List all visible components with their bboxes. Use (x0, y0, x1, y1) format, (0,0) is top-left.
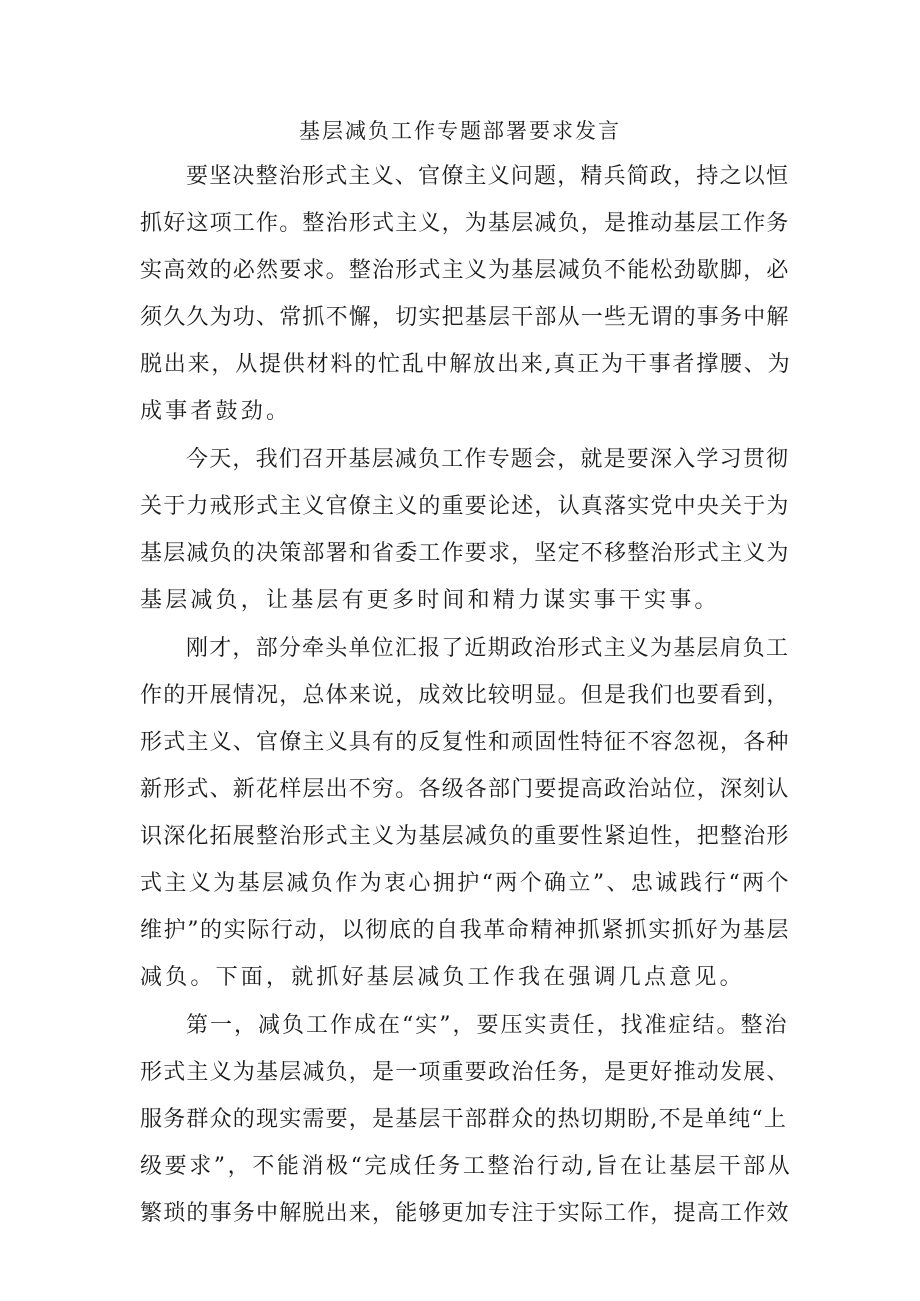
paragraph-4-line-1: 第一，减负工作成在“实”，要压实责任，找准症结。整治 (186, 1013, 789, 1038)
document-title: 基层减负工作专题部署要求发言 (299, 119, 621, 143)
paragraph-2-line-2: 关于力戒形式主义官僚主义的重要论述，认真落实党中央关于为 (140, 494, 790, 519)
paragraph-2-line-4: 基层减负，让基层有更多时间和精力谋实事干实事。 (140, 588, 720, 613)
paragraph-1-line-5: 脱出来，从提供材料的忙乱中解放出来,真正为干事者撑腰、为 (140, 352, 792, 377)
paragraph-1-line-6: 成事者鼓劲。 (140, 399, 292, 424)
paragraph-3-line-8: 减负。下面，就抓好基层减负工作我在强调几点意见。 (140, 965, 745, 990)
paragraph-4-line-4: 级要求”，不能消极“完成任务工整治行动,旨在让基层干部从 (140, 1154, 793, 1179)
paragraph-4-line-5: 繁琐的事务中解脱出来，能够更加专注于实际工作，提高工作效 (140, 1201, 790, 1226)
paragraph-3-line-3: 形式主义、官僚主义具有的反复性和顽固性特征不容忽视，各种 (140, 730, 790, 755)
paragraph-3-line-2: 作的开展情况，总体来说，成效比较明显。但是我们也要看到， (140, 683, 790, 708)
paragraph-1-line-4: 须久久为功、常抓不懈，切实把基层干部从一些无谓的事务中解 (140, 305, 790, 330)
paragraph-2-line-3: 基层减负的决策部署和省委工作要求，坚定不移整治形式主义为 (140, 541, 790, 566)
paragraph-2-line-1: 今天，我们召开基层减负工作专题会，就是要深入学习贯彻 (186, 447, 790, 472)
paragraph-4-line-2: 形式主义为基层减负，是一项重要政治任务，是更好推动发展、 (140, 1060, 790, 1085)
paragraph-3-line-4: 新形式、新花样层出不穷。各级各部门要提高政治站位，深刻认 (140, 777, 790, 802)
paragraph-4-line-3: 服务群众的现实需要，是基层干部群众的热切期盼,不是单纯“上 (140, 1107, 788, 1132)
paragraph-3-line-5: 识深化拓展整治形式主义为基层减负的重要性紧迫性，把整治形 (140, 824, 790, 849)
paragraph-1-line-3: 实高效的必然要求。整治形式主义为基层减负不能松劲歇脚，必 (140, 258, 790, 283)
paragraph-1-line-1: 要坚决整治形式主义、官僚主义问题，精兵简政，持之以恒 (186, 164, 790, 189)
paragraph-3-line-1: 刚才，部分牵头单位汇报了近期政治形式主义为基层肩负工 (186, 636, 790, 661)
paragraph-1-line-2: 抓好这项工作。整治形式主义，为基层减负，是推动基层工作务 (140, 211, 790, 236)
paragraph-3-line-6: 式主义为基层减负作为衷心拥护“两个确立”、忠诚践行“两个 (140, 871, 791, 896)
paragraph-3-line-7: 维护”的实际行动，以彻底的自我革命精神抓紧抓实抓好为基层 (140, 918, 791, 943)
